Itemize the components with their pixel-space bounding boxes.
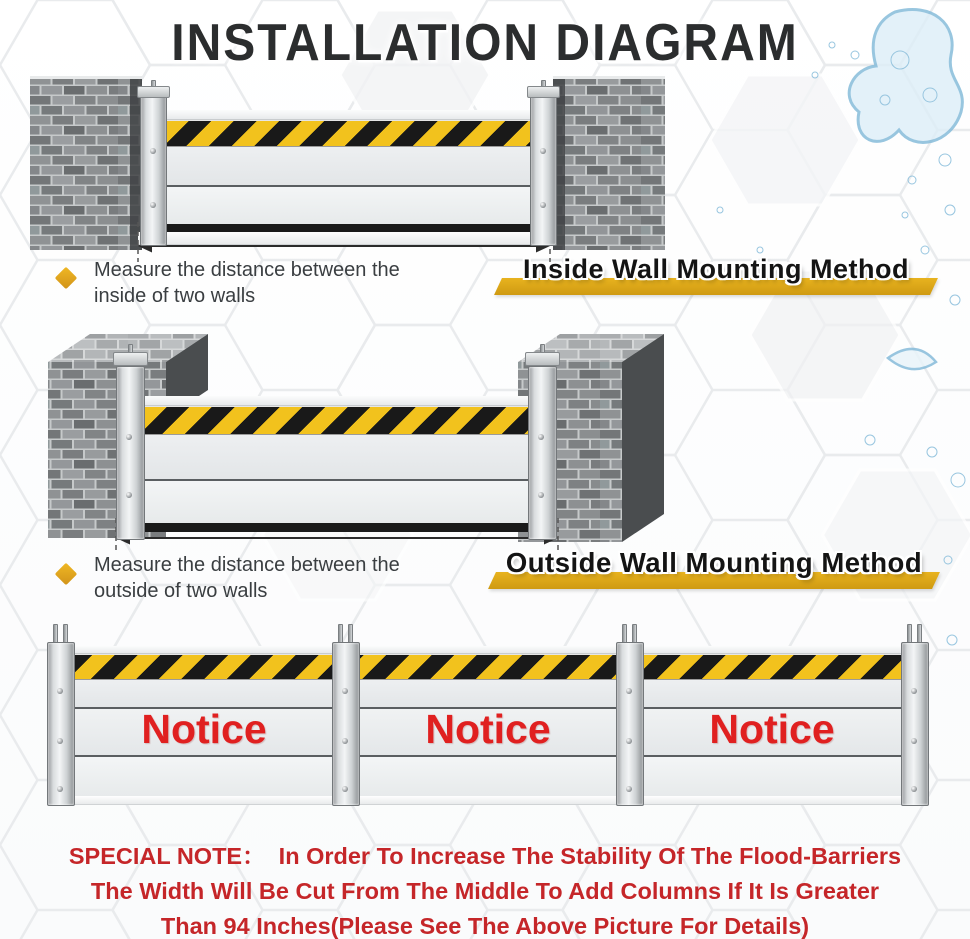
special-note-line: Than 94 Inches(Please See The Above Picture For Details): [160, 913, 810, 939]
mounting-post-right: [528, 366, 557, 540]
barrier-column: [47, 642, 75, 806]
post-screw: [57, 688, 63, 694]
hazard-stripe: [144, 406, 529, 435]
mounting-post-left: [140, 92, 167, 246]
post-screw: [57, 786, 63, 792]
panel-top-rail: [166, 110, 531, 120]
flood-barrier-panel-outside: [143, 396, 530, 532]
post-screw: [126, 434, 132, 440]
post-screw: [911, 786, 917, 792]
post-screw: [150, 148, 156, 154]
post-screw: [126, 492, 132, 498]
panel-top-rail: [144, 396, 529, 406]
hazard-stripe: [166, 120, 531, 147]
post-screw: [626, 786, 632, 792]
page-title: INSTALLATION DIAGRAM: [171, 14, 799, 73]
banner-inside-label: Inside Wall Mounting Method: [523, 254, 909, 284]
barrier-sill: [47, 796, 927, 805]
hazard-stripe: [47, 654, 927, 680]
banner-outside-label: Outside Wall Mounting Method: [505, 547, 923, 578]
panel-board: [166, 147, 531, 185]
post-screw: [626, 688, 632, 694]
flood-barrier-panel-inside: [165, 110, 532, 232]
post-screw: [911, 688, 917, 694]
barrier-column: [332, 642, 360, 806]
post-screw: [342, 688, 348, 694]
post-screw: [57, 738, 63, 744]
mounting-bracket: [527, 86, 560, 98]
special-note: [0, 839, 970, 939]
post-screw: [540, 202, 546, 208]
panel-bottom-seal: [166, 224, 531, 232]
notice-label: Notice: [425, 706, 551, 752]
special-note-line: SPECIAL NOTE： In Order To Increase The Stability Of The Flood-Barriers: [68, 843, 902, 869]
post-screw: [626, 738, 632, 744]
caption-outside: Measure the distance between the outside of two walls: [94, 554, 400, 602]
post-screw: [342, 738, 348, 744]
post-screw: [150, 202, 156, 208]
special-note-line: The Width Will Be Cut From The Middle To Add Columns If It Is Greater: [90, 878, 880, 904]
panel-bottom-seal: [144, 523, 529, 532]
brick-wall-right-inside: [553, 76, 665, 250]
brick-wall-left-inside: [30, 76, 142, 250]
mounting-bracket: [137, 86, 170, 98]
notice-label: Notice: [709, 706, 835, 752]
barrier-column: [616, 642, 644, 806]
mounting-post-right: [530, 92, 557, 246]
post-screw: [540, 148, 546, 154]
mounting-post-left: [116, 366, 145, 540]
mounting-bracket: [525, 352, 560, 366]
banner-outside: [492, 547, 936, 593]
mounting-bracket: [113, 352, 148, 366]
post-screw: [538, 492, 544, 498]
barrier-column: [901, 642, 929, 806]
panel-board: [166, 185, 531, 224]
panel-board: [144, 479, 529, 523]
notice-label: Notice: [141, 706, 267, 752]
panel-board: [47, 755, 927, 796]
post-screw: [538, 434, 544, 440]
panel-board: [47, 680, 927, 707]
post-screw: [911, 738, 917, 744]
panel-top-rail: [47, 646, 927, 654]
banner-inside: [498, 254, 934, 300]
panel-board: [144, 435, 529, 479]
caption-inside: Measure the distance between the inside of two walls: [94, 259, 400, 307]
post-screw: [342, 786, 348, 792]
